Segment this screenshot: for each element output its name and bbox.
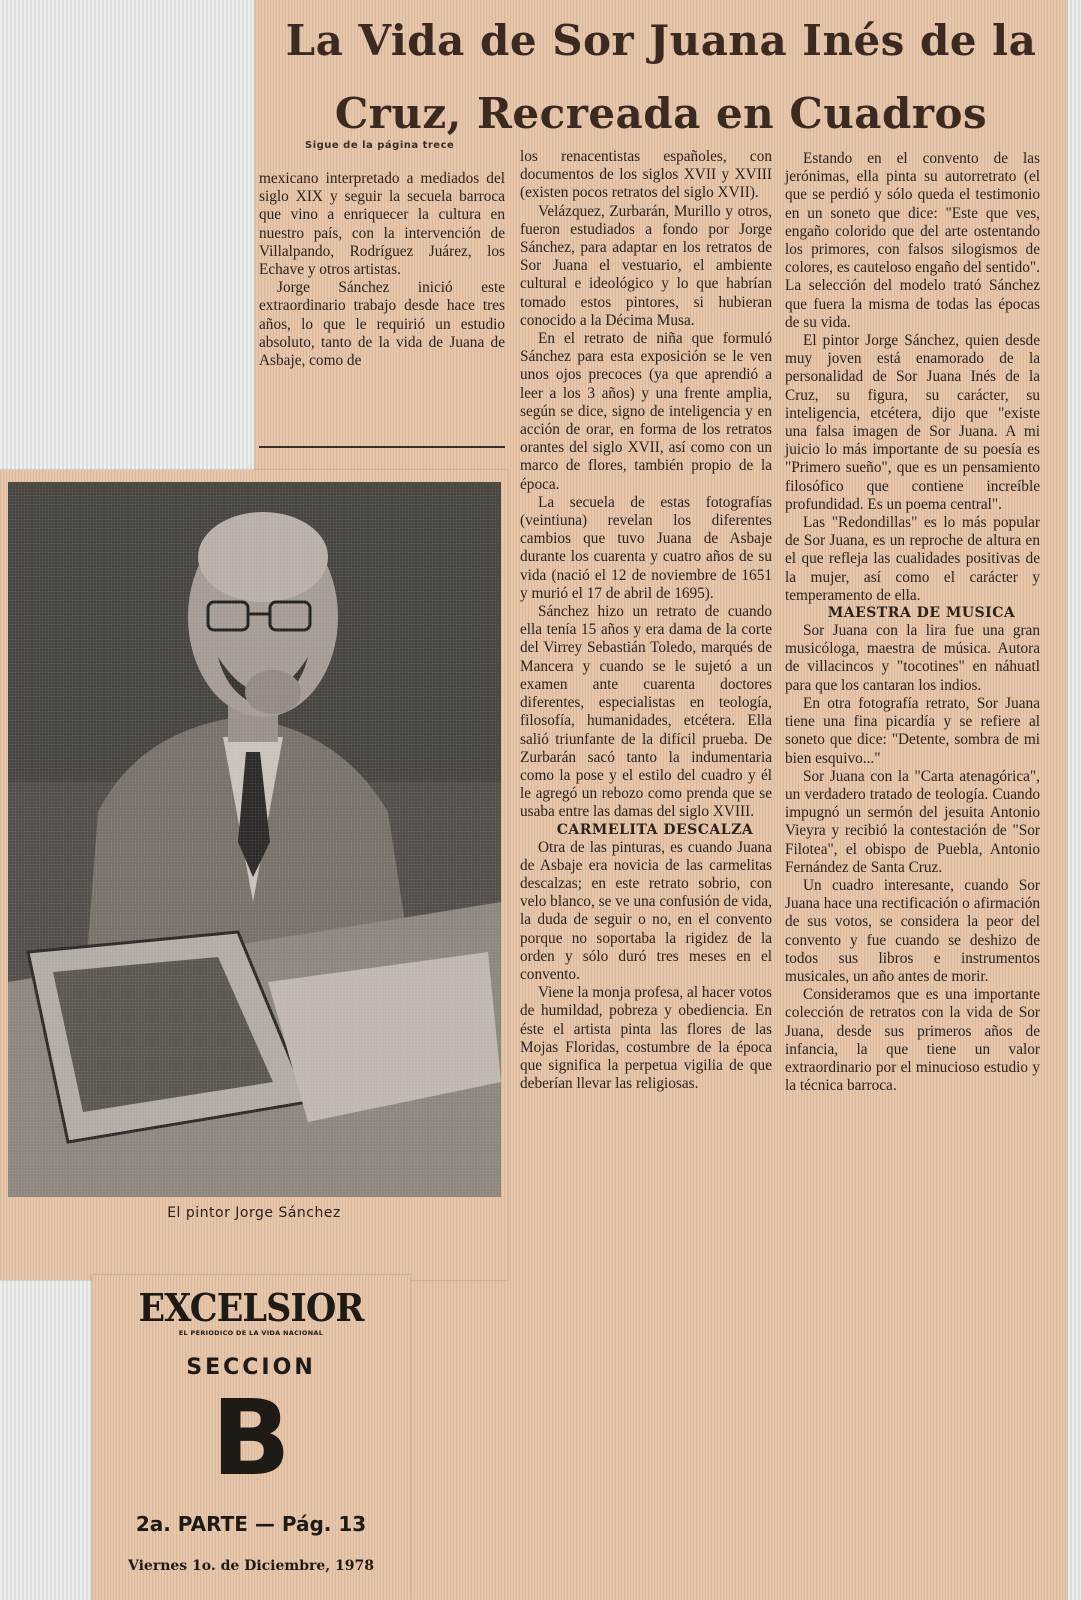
- paragraph: Sor Juana con la "Carta atenagórica", un verdadero tratado de teología. Cuando impugnó un sermón del jesuita Antonio Vieyra y recibió la contestación de "Sor Filotea", el obispo de Puebla, Antonio Fernández de Santa Cruz.: [785, 767, 1040, 876]
- paragraph: El pintor Jorge Sánchez, quien desde muy joven está enamorado de la personalidad de Sor Juana Inés de la Cruz, su figura, su carácter, su inteligencia, etcétera, dijo que "existe una falsa imagen de Sor Juana. A mi juicio lo más importante de su poesía es "Primero sueño", que es un pensamiento filosófico que contiene increíble profundidad. Es un poema central".: [785, 332, 1040, 513]
- paragraph: Consideramos que es una importante colección de retratos con la vida de Sor Juana, desde sus primeros años de infancia, la que tiene un valor extraordinario por el minucioso estudio y la técnica barroca.: [785, 986, 1040, 1095]
- paragraph: Las "Redondillas" es lo más popular de Sor Juana, es un reproche de altura en el que refleja las cualidades positivas de la mujer, así como el carácter y temperamento de ella.: [785, 514, 1040, 604]
- section-letter: B: [211, 1377, 291, 1499]
- paragraph: Sánchez hizo un retrato de cuando ella tenía 15 años y era dama de la corte del Virrey Sebastián Toledo, marqués de Mancera y cuando se le sujetó a un examen ante cuarenta doctores diferentes, especialistas en teología, filosofía, humanidades, etcétera. Ella salió triunfante de la difícil prueba. De Zurbarán sacó tanto la indumentaria como la pose y el estilo del cuadro y él le agregó un rebozo como prenda que se usaba entre las damas del siglo XVIII.: [520, 603, 772, 821]
- paragraph: Viene la monja profesa, al hacer votos de humildad, pobreza y obediencia. En éste el artista pinta las flores de las Mojas Floridas, costumbre de la época que significa la perpetua vigilia de que deberían llevar las religiosas.: [520, 984, 772, 1093]
- article-column-2: [520, 148, 772, 1093]
- paragraph: Un cuadro interesante, cuando Sor Juana hace una rectificación o afirmación de sus votos, se considera la peor del convento y fue cuando se deshizo de todos sus libros e instrumentos musicales, un año antes de morir.: [785, 876, 1040, 985]
- photo-clipping: [0, 470, 508, 1280]
- continued-note: Sigue de la página trece: [305, 140, 455, 151]
- paragraph: Otra de las pinturas, es cuando Juana de Asbaje era novicia de las carmelitas descalzas; en este retrato sobrio, con velo blanco, se ve una confusión de vida, la duda de seguir o no, en el convento porque no soportaba la rigidez de la orden y sólo duró tres meses en el convento.: [520, 838, 772, 983]
- portrait-photo: [8, 482, 501, 1197]
- paragraph: Estando en el convento de las jerónimas, ella pinta su autorretrato (el que se perdió y sólo queda el testimonio en un soneto que dice: "Este que ves, engaño colorido que del arte ostentando los primores, con falsos silogismos de colores, es cauteloso engaño del sentido". La selección del modelo trató Sánchez que fuera la misma de todas las épocas de su vida.: [785, 150, 1040, 331]
- page-label: 2a. PARTE — Pág. 13: [135, 1512, 367, 1536]
- masthead-clipping: [92, 1275, 410, 1600]
- article-column-1: [259, 170, 505, 370]
- subhead-maestra: MAESTRA DE MUSICA: [827, 605, 1016, 622]
- paragraph: La secuela de estas fotografías (veintiuna) revelan los diferentes cambios que tuvo Juana de Asbaje durante los cuarenta y cuatro años de su vida (nació el 12 de noviembre de 1651 y murió el 17 de abril de 1695).: [520, 493, 772, 602]
- paragraph: Jorge Sánchez inició este extraordinario trabajo desde hace tres años, lo que le requirió un estudio absoluto, tanto de la vida de Juana de Asbaje, como de: [259, 279, 505, 370]
- subhead-carmelita: CARMELITA DESCALZA: [556, 821, 754, 838]
- section-label: SECCION: [186, 1355, 316, 1380]
- paragraph: En otra fotografía retrato, Sor Juana tiene una fina picardía y se refiere al soneto que dice: "Detente, sombra de mi bien esquivo...": [785, 694, 1040, 767]
- painter-photo-icon: [8, 482, 501, 1197]
- article-column-3: [785, 150, 1040, 1095]
- newspaper-tagline: EL PERIODICO DE LA VIDA NACIONAL: [178, 1329, 324, 1337]
- headline: La Vida de Sor Juana Inés de la Cruz, Recreada en Cuadros: [285, 16, 1037, 138]
- paragraph: Velázquez, Zurbarán, Murillo y otros, fueron estudiados a fondo por Jorge Sánchez, para adaptar en los retratos de Sor Juana el vestuario, el ambiente cultural e ideológico y lo que habrían tomado estos pintores, si hubieran conocido a la Décima Musa.: [520, 202, 772, 329]
- paragraph: En el retrato de niña que formuló Sánchez para esta exposición se le ven unos ojos precoces (ya que aprendió a leer a los 3 años) y una frente amplia, según se dice, signo de inteligencia y en acción de orar, en forma de los retratos orantes del siglo XVII, así como con un marco de flores, también propio de la época.: [520, 330, 772, 493]
- paragraph: los renacentistas españoles, con documentos de los siglos XVII y XVIII (existen pocos retratos del siglo XVII).: [520, 148, 772, 202]
- paragraph: Sor Juana con la lira fue una gran musicóloga, maestra de música. Autora de villacincos y "tocotines" en náhuatl para que los cantaran los indios.: [785, 622, 1040, 694]
- column-rule: [259, 446, 505, 448]
- paragraph: mexicano interpretado a mediados del siglo XIX y seguir la secuela barroca que vino a enriquecer la cultura en nuestro país, con la intervención de Villalpando, Rodríguez Juárez, los Echave y otros artistas.: [259, 170, 505, 279]
- issue-date: Viernes 1o. de Diciembre, 1978: [127, 1558, 375, 1574]
- photo-caption: El pintor Jorge Sánchez: [167, 1205, 341, 1221]
- newspaper-logo: EXCELSIOR: [138, 1285, 364, 1330]
